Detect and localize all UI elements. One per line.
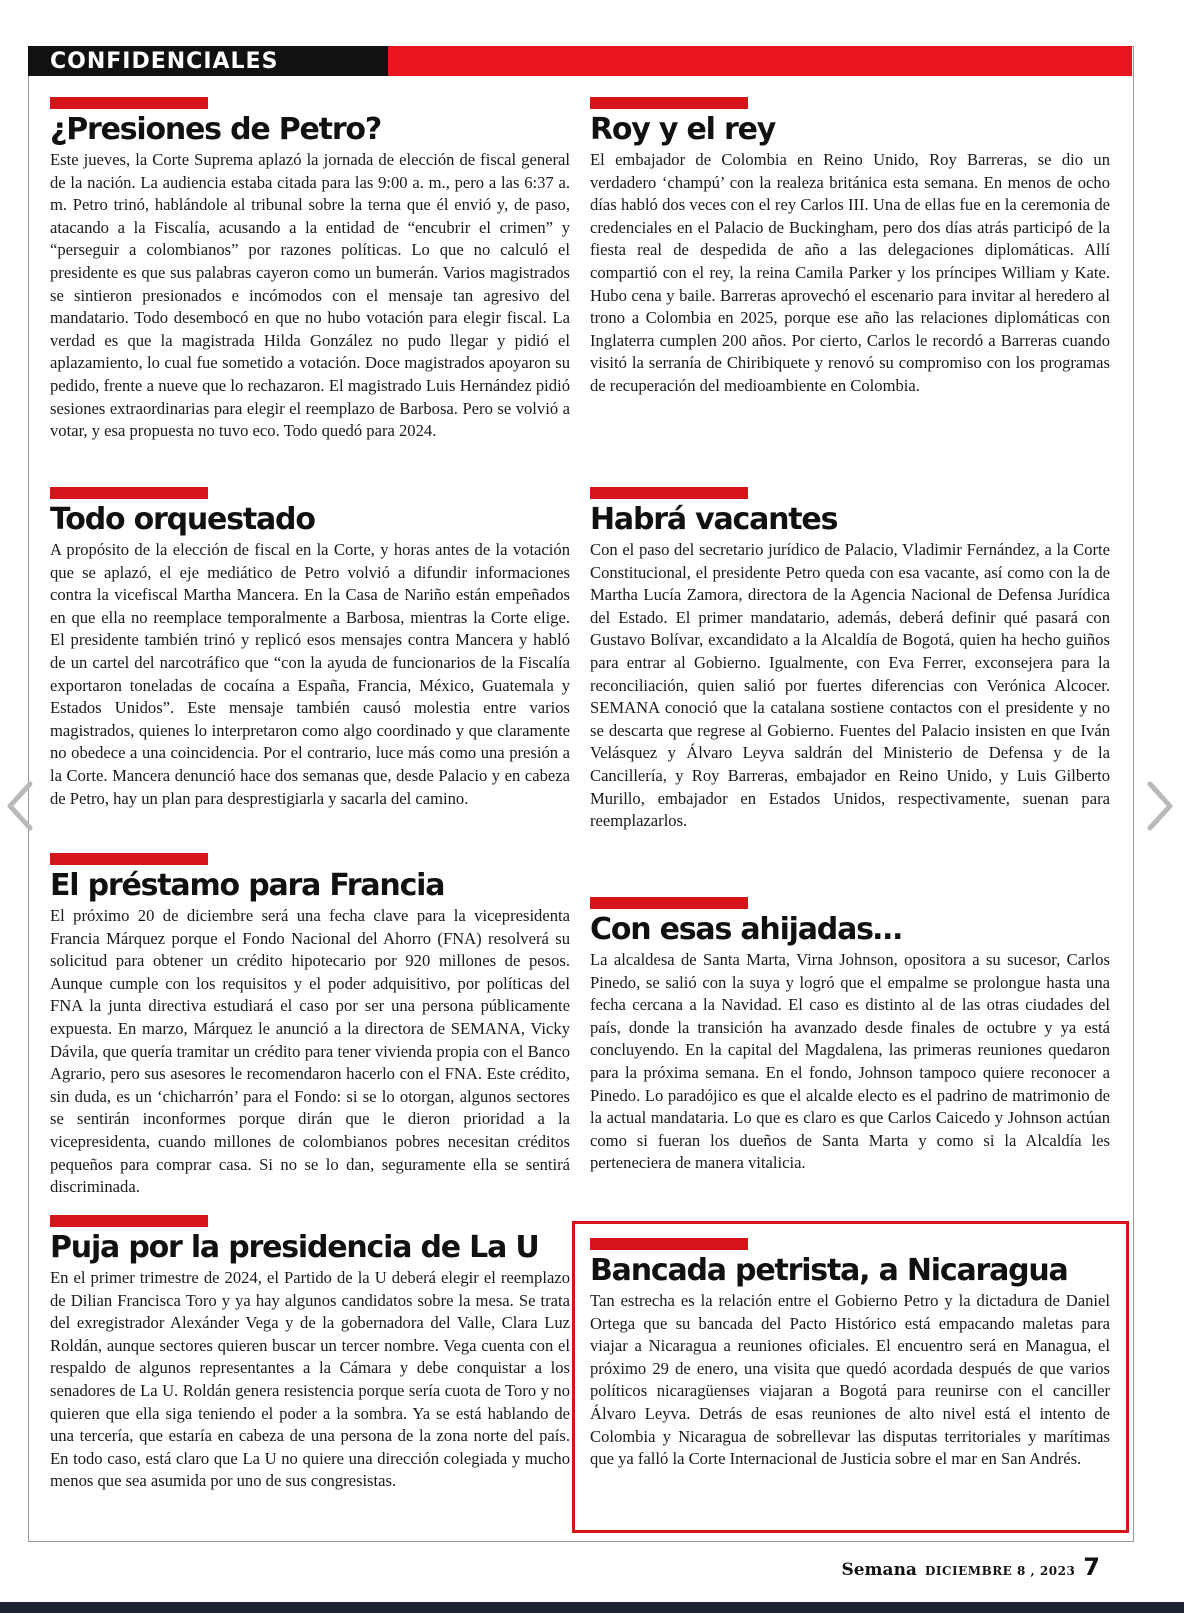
header-red-band: [388, 46, 1132, 76]
article-habra-vacantes: [590, 487, 1110, 833]
article-body: Este jueves, la Corte Suprema aplazó la jornada de elección de fiscal general de la nación. La audiencia estaba citada para las 9:00 a. m., pero a las 6:37 a. m. Petro trinó, hablándole al tribunal sobre la terna que él envió y, de paso, atacando a la Fiscalía, acusando a la entidad de “encubrir el crimen” y “perseguir a colombianos” por razones políticas. Lo que no calculó el presidente es que sus palabras cayeron como un bumerán. Varios magistrados se sintieron presionados e incómodos con el mensaje tan agresivo del mandatario. Todo desembocó en que no hubo votación para elegir fiscal. La verdad es que la magistrada Hilda González no pudo llegar y pidió el aplazamiento, lo cual fue sometido a votación. Doce magistrados apoyaron su pedido, frente a nueve que lo rechazaron. El magistrado Luis Hernández pidió sesiones extraordinarias para elegir el reemplazo de Barbosa. Pero se volvió a votar, y esa propuesta no tuvo eco. Todo quedó para 2024.: [50, 150, 570, 441]
red-rule: [590, 487, 748, 499]
article-bancada-nicaragua: [590, 1238, 1110, 1471]
red-rule: [50, 1215, 208, 1227]
article-headline: ¿Presiones de Petro?: [50, 112, 382, 147]
footer-date: DICIEMBRE 8 , 2023: [924, 1564, 1076, 1578]
article-headline: Bancada petrista, a Nicaragua: [590, 1253, 1068, 1288]
red-rule: [50, 97, 208, 109]
article-headline: El préstamo para Francia: [50, 868, 445, 903]
article-body: La alcaldesa de Santa Marta, Virna Johnson, opositora a su sucesor, Carlos Pinedo, se salió con la suya y logró que el empalme se prolongue hasta una fecha cercana a la Navidad. El caso es distinto al de las otras ciudades del país, donde la transición ha avanzado desde finales de octubre y ya está concluyendo. En la capital del Magdalena, las primeras reuniones quedaron para la próxima semana. En el fondo, Johnson tampoco quiere reconocer a Pinedo. Lo paradójico es que el alcalde electo es el padrino de matrimonio de la actual mandataria. Lo que es claro es que Carlos Caicedo y Johnson actúan como si fueran los dueños de Santa Marta y como si la Alcaldía les perteneciera de manera vitalicia.: [590, 950, 1110, 1173]
article-headline: Puja por la presidencia de La U: [50, 1230, 539, 1265]
article-body: Tan estrecha es la relación entre el Gobierno Petro y la dictadura de Daniel Ortega que su bancada del Pacto Histórico está empacando maletas para viajar a Nicaragua a reuniones oficiales. El encuentro será en Managua, el próximo 29 de enero, una visita que quedó acordada después de que varios políticos nicaragüenses viajaran a Bogotá para reunirse con el canciller Álvaro Leyva. Detrás de esas reuniones de alto nivel está el intento de Colombia y Nicaragua de sobrellevar las disputas territoriales y marítimas que ya falló la Corte Internacional de Justicia sobre el mar en San Andrés.: [590, 1291, 1110, 1469]
page-footer: [841, 1553, 1100, 1581]
red-rule: [590, 1238, 748, 1250]
chevron-right-icon[interactable]: [1142, 780, 1178, 832]
article-body: En el primer trimestre de 2024, el Partido de la U deberá elegir el reemplazo de Dilian Francisca Toro y ya hay algunos candidatos sobre la mesa. Se trata del exregistrador Alexánder Vega y de la gobernadora del Valle, Clara Luz Roldán, aunque sectores quieren buscar un tercer nombre. Vega cuenta con el respaldo de algunos representantes a la Cámara y debe conquistar a los senadores de La U. Roldán genera resistencia porque sería cuota de Toro y no quieren que ella siga teniendo el poder a la sombra. Ya se está hablando de una tercería, que estaría en cabeza de una persona de la zona norte del país. En todo caso, está claro que La U no quiere una dirección colegiada y mucho menos que sea asumida por uno de sus congresistas.: [50, 1268, 570, 1491]
footer-brand: Semana: [841, 1560, 917, 1580]
article-prestamo-francia: [50, 853, 570, 1199]
article-presiones-de-petro: [50, 97, 570, 443]
chevron-left-icon[interactable]: [2, 780, 38, 832]
red-rule: [50, 853, 208, 865]
viewer-bottom-bar: [0, 1602, 1184, 1613]
red-rule: [590, 897, 748, 909]
article-puja-la-u: [50, 1215, 570, 1493]
article-body: A propósito de la elección de fiscal en la Corte, y horas antes de la votación que se aplazó, el eje mediático de Petro volvió a difundir informaciones contra la vicefiscal Martha Mancera. En la Casa de Nariño están empeñados en que ella no reemplace temporalmente a Barbosa, mientras la Corte elige. El presidente también trinó y replicó esos mensajes contra Mancera y habló de un cartel del narcotráfico que “con la ayuda de funcionarios de la Fiscalía exportaron toneladas de cocaína a España, Francia, México, Guatemala y Estados Unidos”. Este mensaje también causó molestia entre varios magistrados, quienes lo interpretaron como algo coordinado y que claramente no obedece a una coincidencia. Por el contrario, luce más como una presión a la Corte. Mancera denunció hace dos semanas que, desde Palacio y en cabeza de Petro, hay un plan para desprestigiarla y sacarla del camino.: [50, 540, 570, 808]
article-headline: Con esas ahijadas…: [590, 912, 902, 947]
article-todo-orquestado: [50, 487, 570, 810]
section-title: CONFIDENCIALES: [28, 46, 388, 76]
article-headline: Habrá vacantes: [590, 502, 838, 537]
article-headline: Todo orquestado: [50, 502, 315, 537]
article-con-esas-ahijadas: [590, 897, 1110, 1175]
article-body: El próximo 20 de diciembre será una fecha clave para la vicepresidenta Francia Márquez porque el Fondo Nacional del Ahorro (FNA) resolverá su solicitud para obtener un crédito hipotecario por 920 millones de pesos. Aunque cumple con los requisitos y el poder adquisitivo, por políticas del FNA la junta directiva estudiará el caso por ser una persona públicamente expuesta. En marzo, Márquez le anunció a la directora de SEMANA, Vicky Dávila, que quería tramitar un crédito para tener vivienda propia con el Banco Agrario, pero sus asesores le recomendaron hacerlo con el FNA. Este crédito, sin duda, es un ‘chicharrón’ para el Fondo: si se lo otorgan, algunos sectores se sentirán inconformes porque dirán que le dieron prioridad a la vicepresidenta, cuando millones de colombianos pobres necesitan créditos pequeños para comprar casa. Si no se lo dan, seguramente ella se sentirá discriminada.: [50, 906, 570, 1197]
section-header: [28, 46, 1132, 76]
article-body: Con el paso del secretario jurídico de Palacio, Vladimir Fernández, a la Corte Constitucional, el presidente Petro queda con esa vacante, así como con la de Martha Lucía Zamora, directora de la Agencia Nacional de Defensa Jurídica del Estado. El primer mandatario, además, deberá definir qué pasará con Gustavo Bolívar, excandidato a la Alcaldía de Bogotá, quien ha hecho guiños para entrar al Gobierno. Igualmente, con Eva Ferrer, exconsejera para la reconciliación, quien salió por fuertes diferencias con Verónica Alcocer. SEMANA conoció que la catalana sostiene contactos con el presidente y no se descarta que regrese al Gobierno. Fuentes del Palacio insisten en que Iván Velásquez y Álvaro Leyva saldrán del Ministerio de Defensa y de la Cancillería, y Roy Barreras, embajador en Reino Unido, y Luis Gilberto Murillo, embajador en Estados Unidos, respectivamente, suenan para reemplazarlos.: [590, 540, 1110, 831]
article-roy-y-el-rey: [590, 97, 1110, 398]
article-body: El embajador de Colombia en Reino Unido, Roy Barreras, se dio un verdadero ‘champú’ con la realeza británica esta semana. En menos de ocho días habló dos veces con el rey Carlos III. Una de ellas fue en la ceremonia de credenciales en el Palacio de Buckingham, pero dos días atrás participó de la fiesta real de despedida de año a las delegaciones diplomáticas. Allí compartió con el rey, la reina Camila Parker y los príncipes William y Kate. Hubo cena y baile. Barreras aprovechó el escenario para invitar al heredero al trono a Colombia en 2025, porque ese año las relaciones diplomáticas con Inglaterra cumplen 200 años. Por cierto, Carlos le recordó a Barreras cuando visitó la serranía de Chiribiquete y renovó su compromiso con los programas de recuperación del medioambiente en Colombia.: [590, 150, 1110, 395]
article-headline: Roy y el rey: [590, 112, 776, 147]
red-rule: [590, 97, 748, 109]
page-number: 7: [1083, 1553, 1100, 1581]
red-rule: [50, 487, 208, 499]
